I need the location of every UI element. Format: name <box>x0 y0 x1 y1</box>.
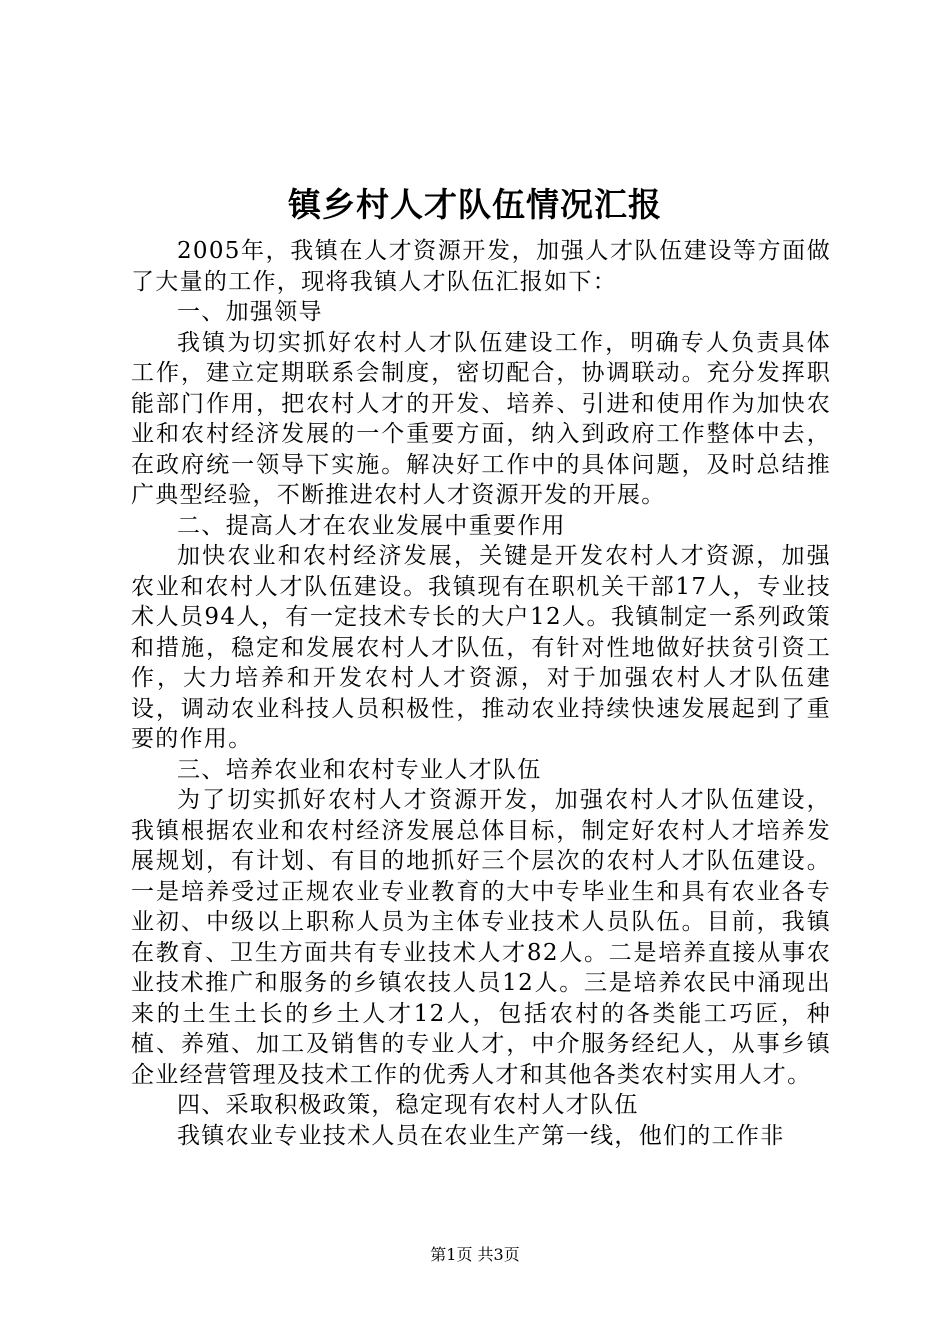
section-heading-4: 四、采取积极政策，稳定现有农村人才队伍 <box>177 1092 639 1118</box>
document-body <box>131 236 831 1151</box>
section-heading-1: 一、加强领导 <box>177 299 323 325</box>
paragraph-section-4: 我镇农业专业技术人员在农业生产第一线，他们的工作非 <box>177 1122 785 1149</box>
section-heading-3: 三、培养农业和农村专业人才队伍 <box>177 756 542 783</box>
page-footer: 第1页 共3页 <box>430 1245 520 1264</box>
document-title: 镇乡村人才队伍情况汇报 <box>288 185 662 224</box>
paragraph-section-2: 加快农业和农村经济发展，关键是开发农村人才资源，加强农业和农村人才队伍建设。我镇现有在职机关干部17人，专业技术人员94人，有一定技术专长的大户12人。我镇制定一系列政策和措施，稳定和发展农村人才队伍，有针对性地做好扶贫引资工作，大力培养和开发农村人才资源，对于加强农村人才队伍建设，调动农业科技人员积极性，推动农业持续快速发展起到了重要的作用。 <box>131 543 831 752</box>
paragraph-section-1: 我镇为切实抓好农村人才队伍建设工作，明确专人负责具体工作，建立定期联系会制度，密切配合，协调联动。充分发挥职能部门作用，把农村人才的开发、培养、引进和使用作为加快农业和农村经济发展的一个重要方面，纳入到政府工作整体中去，在政府统一领导下实施。解决好工作中的具体问题，及时总结推广典型经验，不断推进农村人才资源开发的开展。 <box>131 329 831 508</box>
paragraph-intro: 2005年，我镇在人才资源开发，加强人才队伍建设等方面做了大量的工作，现将我镇人才队伍汇报如下： <box>131 238 831 295</box>
section-heading-2: 二、提高人才在农业发展中重要作用 <box>177 512 566 539</box>
paragraph-section-3: 为了切实抓好农村人才资源开发，加强农村人才队伍建设，我镇根据农业和农村经济发展总体目标，制定好农村人才培养发展规划，有计划、有目的地抓好三个层次的农村人才队伍建设。一是培养受过正规农业专业教育的大中专毕业生和具有农业各专业初、中级以上职称人员为主体专业技术人员队伍。目前，我镇在教育、卫生方面共有专业技术人才82人。二是培养直接从事农业技术推广和服务的乡镇农技人员12人。三是培养农民中涌现出来的土生土长的乡土人才12人，包括农村的各类能工巧匠，种植、养殖、加工及销售的专业人才，中介服务经纪人，从事乡镇企业经营管理及技术工作的优秀人才和其他各类农村实用人才。 <box>131 787 831 1088</box>
